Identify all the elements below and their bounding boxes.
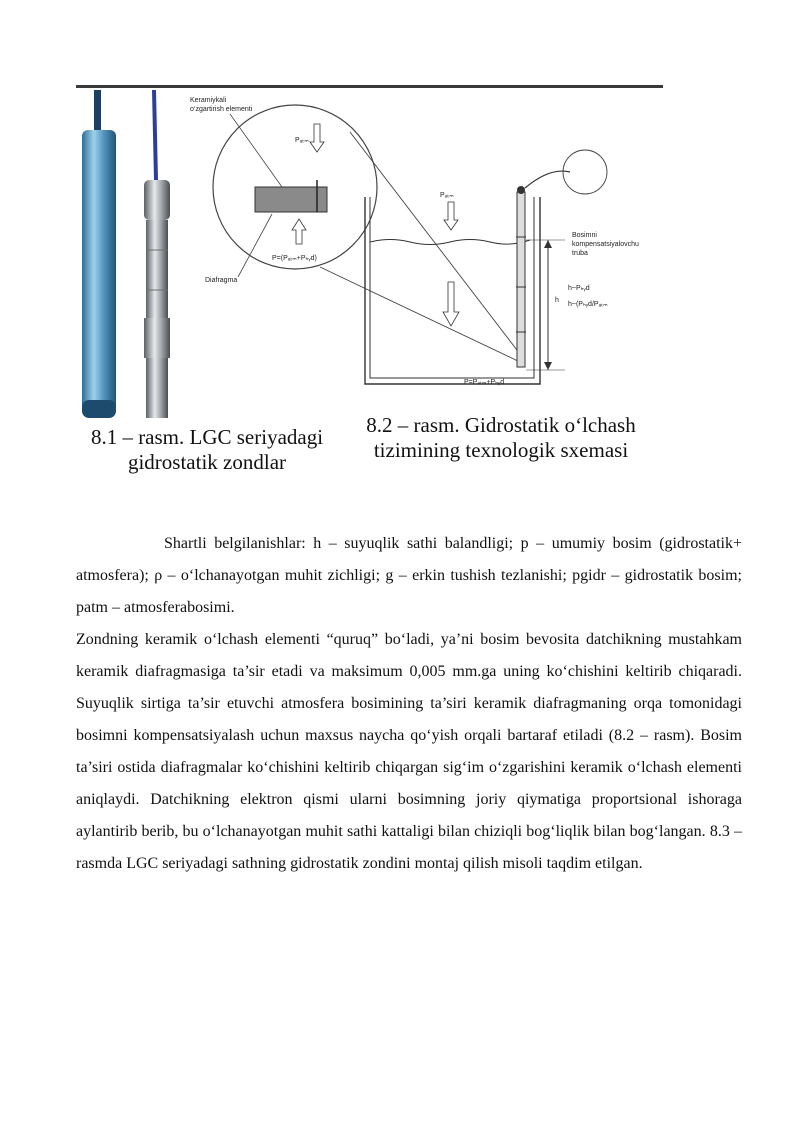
label-patm: Pₐₜₘ <box>295 137 309 144</box>
caption-8-2-line2: tizimining texnologik sxemasi <box>373 438 629 462</box>
top-rule <box>76 85 663 88</box>
label-patm-tank: Pₐₜₘ <box>440 192 454 199</box>
caption-8-1-line1: 8.1 – rasm. LGC seriyadagi <box>90 425 324 449</box>
label-h-eq2: h~(Pₕᵧd/Pₐₜₘ <box>568 301 608 308</box>
hydrostatic-scheme-diagram <box>180 92 680 392</box>
caption-8-2-line1: 8.2 – rasm. Gidrostatik o‘lchash <box>366 413 636 437</box>
label-tube-line3: truba <box>572 250 588 257</box>
figure-8-1-caption <box>76 425 338 475</box>
label-element-line1: Keramiykali <box>190 97 227 104</box>
label-diafragma: Diafragma <box>205 277 238 284</box>
label-p-sum: P=(Pₐₜₘ+Pₕᵧd) <box>272 255 317 262</box>
caption-8-1-line2: gidrostatik zondlar <box>127 450 287 474</box>
label-h-eq1: h~Pₕᵧd <box>568 285 590 292</box>
description-paragraph: Zondning keramik o‘lchash elementi “quruq” bo‘ladi, ya’ni bosim bevosita datchikning mustahkam keramik diafragmasiga ta’sir etadi va maksimum 0,005 mm.ga uning ko‘chishini keltirib chiqaradi. Suyuqlik sirtiga ta’sir etuvchi atmosfera bosimining ta’siri keramik diafragmaning orqa tomonidagi bosimni kompensatsiyalash uchun maxsus naycha qo‘yish orqali bartaraf etiladi (8.2 – rasm). Bosim ta’siri ostida diafragmalar ko‘chishini keltirib chiqargan sig‘im o‘zgarishini keramik o‘lchash elementi aniqlaydi. Datchikning elektron qismi ularni bosimning joriy qiymatiga proportsional ishoraga aylantirib berib, bu o‘lchanayotgan muhit sathi kattaligi bilan chiziqli bog‘liqlik bilan bog‘langan. 8.3 – rasmda LGC seriyadagi sathning gidrostatik zondini montaj qilish misoli taqdim etilgan. <box>76 631 742 872</box>
body-text <box>76 528 742 880</box>
label-tube-line1: Bosimni <box>572 232 597 239</box>
label-p-bottom: P=Pₐₜₘ+Pₕᵧd <box>464 379 505 386</box>
label-h: h <box>555 297 559 304</box>
label-element-line2: o‘zgartirish elementi <box>190 106 253 113</box>
figure-8-2-caption <box>348 413 654 463</box>
label-tube-line2: kompensatsiyalovchu <box>572 241 639 248</box>
legend-paragraph: Shartli belgilanishlar: h – suyuqlik sathi balandligi; p – umumiy bosim (gidrostatik+ atmosfera); ρ – o‘lchanayotgan muhit zichligi; g – erkin tushish tezlanishi; pgidr – gidrostatik bosim; patm – atmosferabosimi. <box>76 535 742 616</box>
